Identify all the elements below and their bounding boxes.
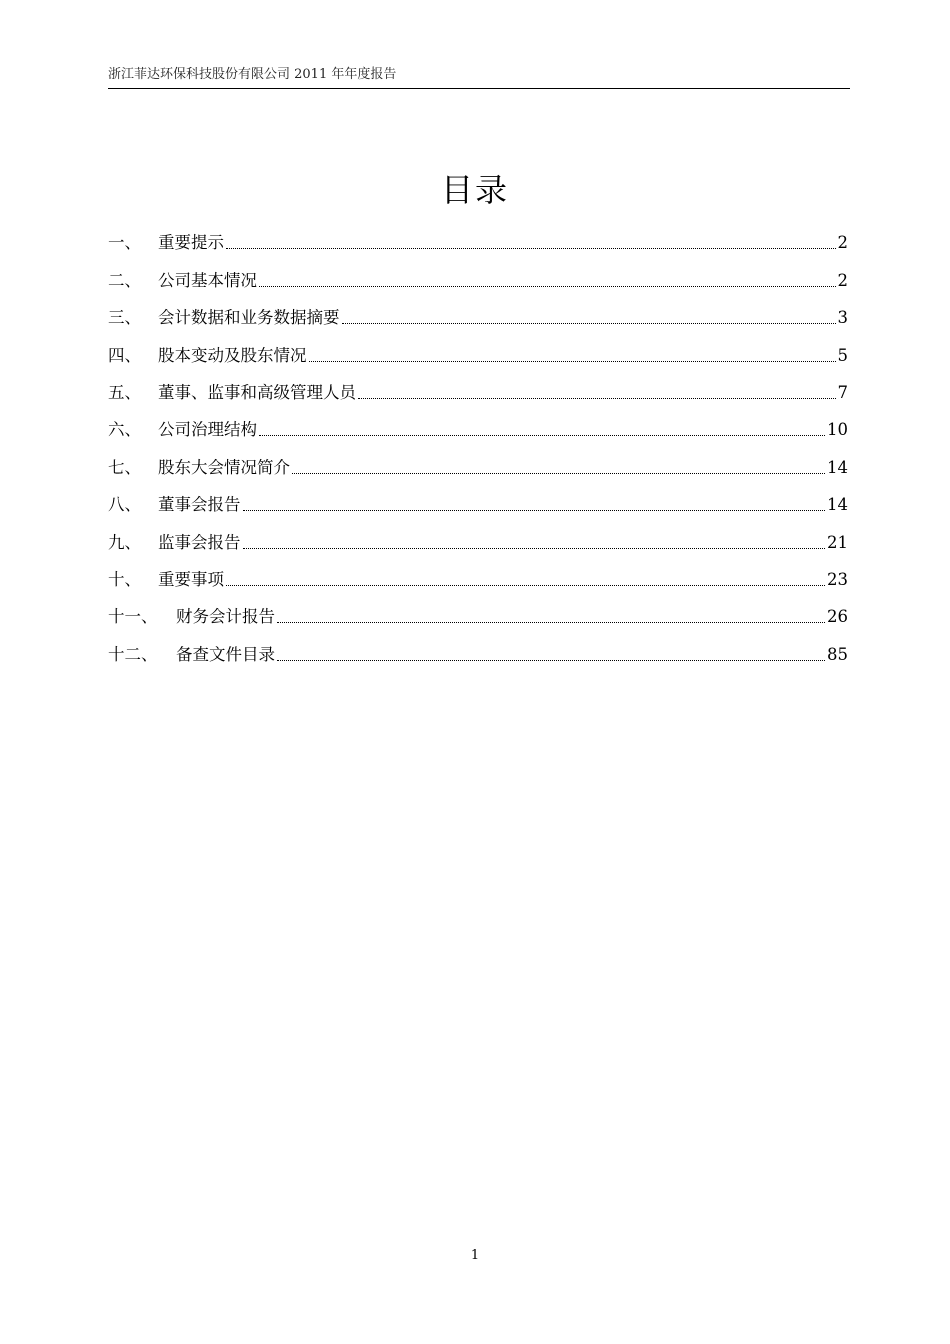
toc-entry-11[interactable] <box>108 594 848 631</box>
toc-entry-label: 监事会报告 <box>158 532 241 552</box>
toc-entry-number: 十一、 <box>108 607 158 627</box>
page-number: 1 <box>470 1248 480 1263</box>
toc-entry-label: 股东大会情况简介 <box>158 457 290 477</box>
toc-entry-10[interactable] <box>108 557 848 594</box>
dot-leader <box>342 323 836 324</box>
toc-entry-page: 7 <box>837 382 848 402</box>
toc-entry-label: 备查文件目录 <box>176 644 275 664</box>
table-of-contents <box>108 220 848 669</box>
toc-entry-label: 公司基本情况 <box>158 270 257 290</box>
dot-leader <box>226 585 825 586</box>
toc-entry-page: 14 <box>827 457 848 477</box>
dot-leader <box>243 510 826 511</box>
toc-entry-number: 二、 <box>108 270 141 290</box>
toc-entry-4[interactable] <box>108 332 848 369</box>
toc-entry-8[interactable] <box>108 482 848 519</box>
toc-entry-number: 三、 <box>108 308 141 328</box>
toc-entry-2[interactable] <box>108 257 848 294</box>
toc-entry-page: 23 <box>827 569 848 589</box>
dot-leader <box>259 286 836 287</box>
toc-entry-number: 十二、 <box>108 644 158 664</box>
toc-entry-7[interactable] <box>108 444 848 481</box>
toc-entry-number: 六、 <box>108 420 141 440</box>
toc-entry-page: 21 <box>827 532 848 552</box>
toc-entry-6[interactable] <box>108 407 848 444</box>
toc-entry-number: 九、 <box>108 532 141 552</box>
dot-leader <box>358 398 836 399</box>
toc-entry-number: 七、 <box>108 457 141 477</box>
toc-entry-label: 公司治理结构 <box>158 420 257 440</box>
dot-leader <box>226 248 836 249</box>
dot-leader <box>309 361 836 362</box>
dot-leader <box>243 548 826 549</box>
toc-entry-label: 重要事项 <box>158 569 224 589</box>
toc-entry-label: 董事会报告 <box>158 495 241 515</box>
dot-leader <box>292 473 825 474</box>
toc-entry-12[interactable] <box>108 631 848 668</box>
running-header <box>108 66 850 89</box>
toc-entry-page: 26 <box>827 607 848 627</box>
page-title: 目录 <box>440 171 509 209</box>
toc-entry-label: 股本变动及股东情况 <box>158 345 307 365</box>
toc-entry-5[interactable] <box>108 370 848 407</box>
toc-entry-number: 五、 <box>108 382 141 402</box>
toc-entry-page: 3 <box>837 308 848 328</box>
header-text: 浙江菲达环保科技股份有限公司 2011 年年度报告 <box>108 67 397 82</box>
toc-entry-page: 2 <box>837 270 848 290</box>
dot-leader <box>259 435 825 436</box>
toc-entry-3[interactable] <box>108 295 848 332</box>
toc-entry-label: 重要提示 <box>158 233 224 253</box>
dot-leader <box>277 622 825 623</box>
toc-entry-page: 2 <box>837 233 848 253</box>
toc-entry-page: 14 <box>827 495 848 515</box>
toc-entry-9[interactable] <box>108 519 848 556</box>
toc-entry-label: 会计数据和业务数据摘要 <box>158 308 340 328</box>
toc-entry-number: 十、 <box>108 569 141 589</box>
toc-entry-page: 10 <box>827 420 848 440</box>
toc-entry-number: 一、 <box>108 233 141 253</box>
toc-entry-number: 八、 <box>108 495 141 515</box>
dot-leader <box>277 660 825 661</box>
toc-entry-1[interactable] <box>108 220 848 257</box>
toc-entry-page: 5 <box>837 345 848 365</box>
toc-entry-label: 财务会计报告 <box>176 607 275 627</box>
toc-entry-number: 四、 <box>108 345 141 365</box>
toc-entry-page: 85 <box>827 644 848 664</box>
toc-entry-label: 董事、监事和高级管理人员 <box>158 382 356 402</box>
